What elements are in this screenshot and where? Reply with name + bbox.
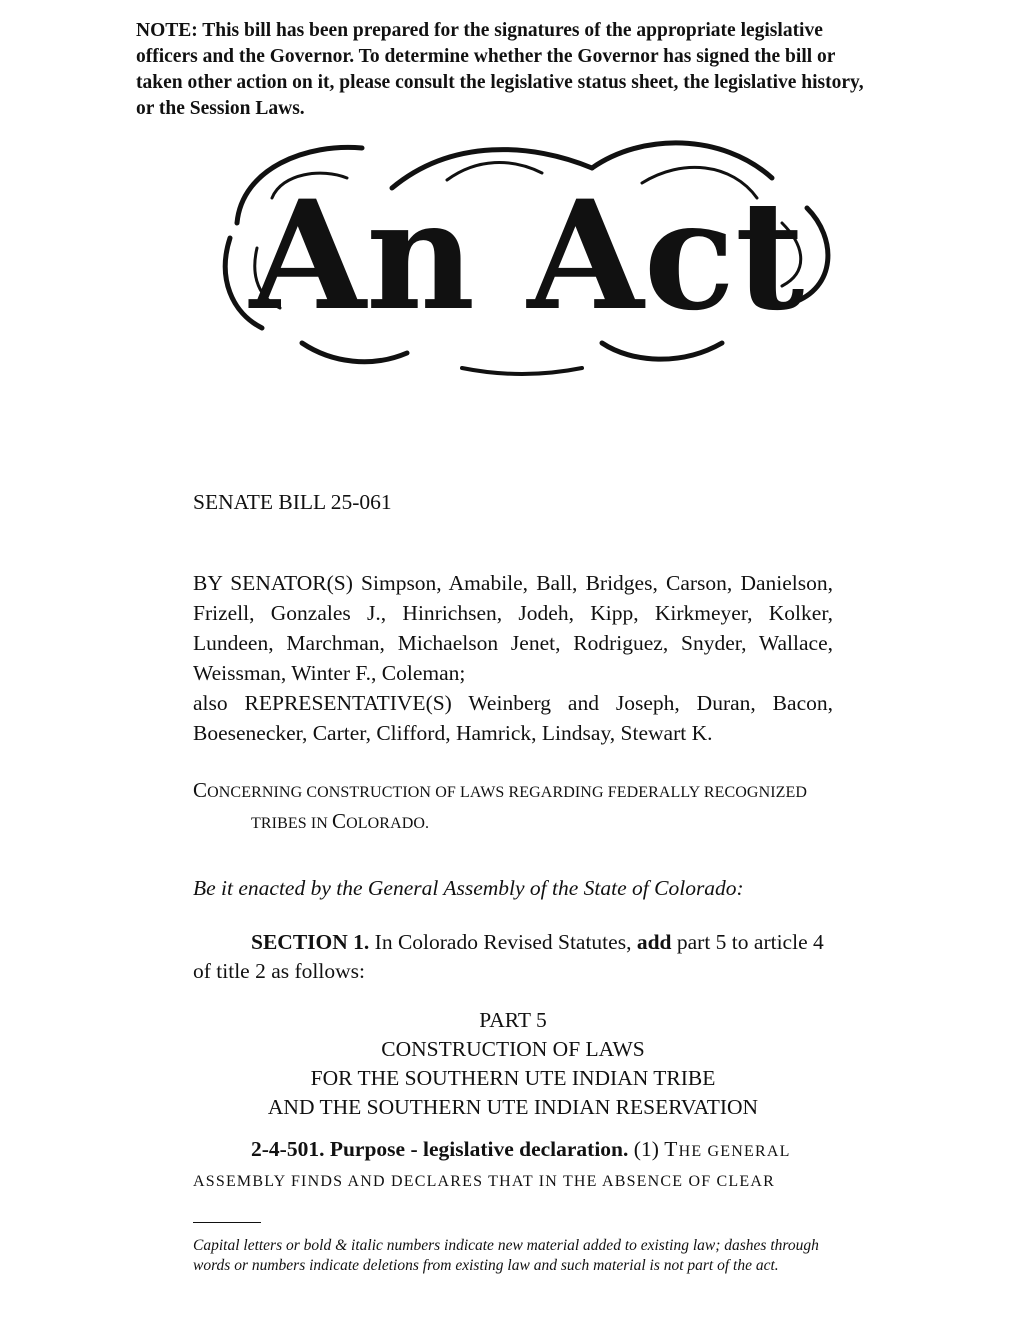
provision-2-4-501 [193,1134,833,1197]
legislative-note: NOTE: This bill has been prepared for the signatures of the appropriate legislative officers and the Governor. To determine whether the Governor has signed the bill or taken other action on it, please consult the legislative status sheet, the legislative history, or the Session Laws. [136,20,864,119]
part-heading-line: AND THE SOUTHERN UTE INDIAN RESERVATION [267,1095,759,1119]
part-heading [193,1006,833,1122]
provision-initial: T [664,1137,679,1161]
house-sponsors: also REPRESENTATIVE(S) Weinberg and Joseph, Duran, Bacon, Boesenecker, Carter, Clifford, Hamrick, Lindsay, Stewart K. [193,691,833,745]
bill-title-line2-a: TRIBES IN [251,815,332,832]
bill-number: SENATE BILL 25-061 [193,490,392,514]
bill-title-line2-rest: OLORADO. [346,815,430,832]
enacting-clause: Be it enacted by the General Assembly of the State of Colorado: [193,876,744,900]
an-act-title: An Act [249,168,805,344]
part-heading-line: PART 5 [479,1008,547,1032]
section-1-text-a: In Colorado Revised Statutes, [369,930,637,954]
provision-number: 2-4-501. [251,1137,325,1161]
an-act-banner [212,128,842,390]
flourish-bottom-right [602,343,722,359]
provision-heading: Purpose - legislative declaration. [329,1137,629,1161]
bill-title-line1: ONCERNING CONSTRUCTION OF LAWS REGARDING FEDERALLY RECOGNIZED [207,784,808,801]
footnote-rule [193,1222,261,1223]
provision-subsection: (1) [628,1137,665,1161]
sponsors [193,568,833,748]
provision-line1 [193,1134,833,1167]
footnote: Capital letters or bold & italic numbers indicate new material added to existing law; dashes through words or numbers indicate deletions from existing law and such material is not part of the act. [193,1237,819,1274]
flourish-bottom-center [462,368,582,374]
flourish-bottom-left [302,343,407,362]
provision-line2: ASSEMBLY FINDS AND DECLARES THAT IN THE ABSENCE OF CLEAR [193,1173,775,1190]
bill-title-line2 [193,807,833,838]
bill-title-initial: C [193,778,208,802]
bill-title [193,776,833,838]
section-1-add: add [636,930,672,954]
an-act-banner-art [212,128,842,390]
part-heading-line: CONSTRUCTION OF LAWS [381,1037,645,1061]
section-1 [193,928,833,986]
senate-sponsors: BY SENATOR(S) Simpson, Amabile, Ball, Bridges, Carson, Danielson, Frizell, Gonzales J., Hinrichsen, Jodeh, Kipp, Kirkmeyer, Kolker, Lundeen, Marchman, Michaelson Jenet, Rodriguez, Snyder, Wallace, Weissman, Winter F., Coleman; [193,571,833,685]
provision-line1-rest: HE GENERAL [678,1143,791,1160]
part-heading-line: FOR THE SOUTHERN UTE INDIAN TRIBE [310,1066,716,1090]
section-1-label: SECTION 1. [251,930,370,954]
bill-title-line2-initial: C [332,809,347,833]
section-1-text-b: part 5 to article 4 of title 2 as follows: [193,930,824,983]
